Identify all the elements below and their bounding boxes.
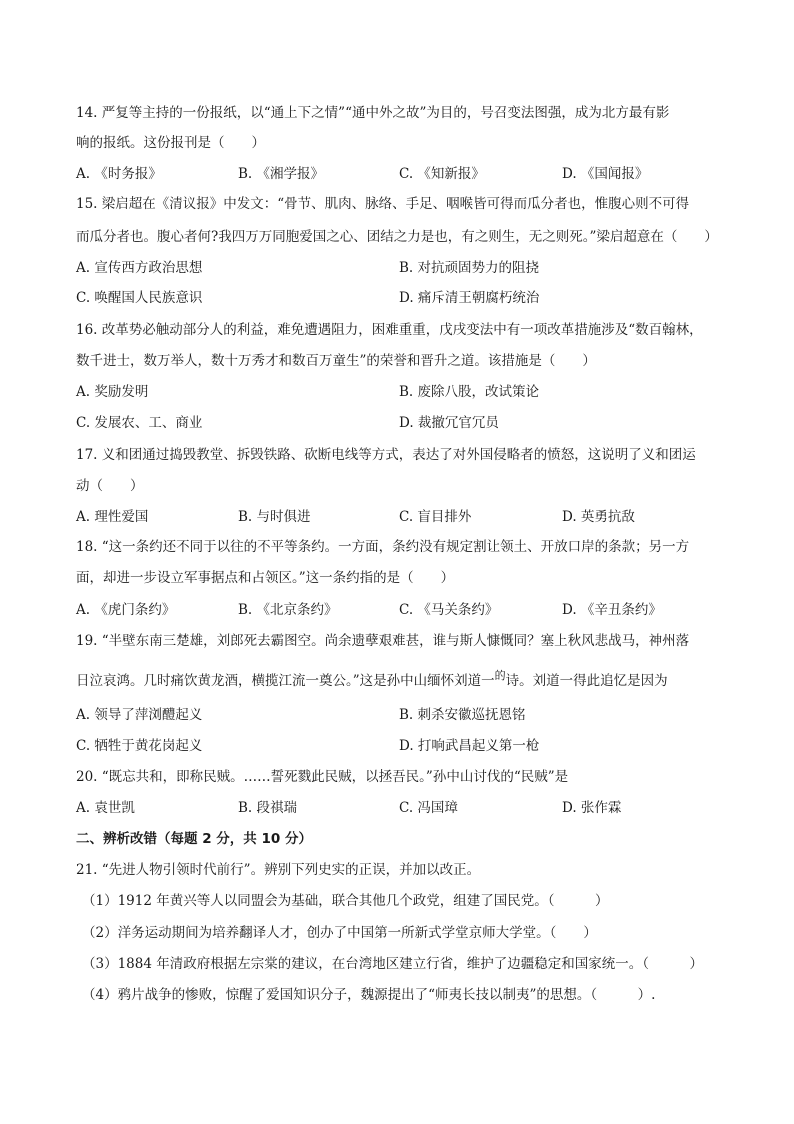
q17-option-d: D. 英勇抗敌 bbox=[562, 509, 635, 525]
q20-stem-line1: 20. “既忘共和，即称民贼。……誓死戮此民贼，以拯吾民。”孙中山讨伐的“民贼”是 bbox=[76, 769, 569, 785]
q19-stem-line2 bbox=[76, 669, 668, 691]
q16-stem-line1: 16. 改革势必触动部分人的利益，难免遭遇阻力，困难重重，戊戌变法中有一项改革措施涉及“数百翰林， bbox=[76, 322, 703, 338]
q14-stem-line1: 14. 严复等主持的一份报纸，以“通上下之情”“通中外之故”为目的，号召变法图强，成为北方最有影 bbox=[76, 105, 670, 121]
q14-option-c: C. 《知新报》 bbox=[399, 166, 485, 182]
q15-option-a: A. 宣传西方政治思想 bbox=[76, 260, 203, 276]
q19-option-b: B. 刺杀安徽巡抚恩铭 bbox=[399, 707, 526, 723]
q21-item-4: （4）鸦片战争的惨败，惊醒了爱国知识分子，魏源提出了“师夷长技以制夷”的思想。（ ）. bbox=[82, 987, 656, 1003]
q17-option-a: A. 理性爱国 bbox=[76, 509, 149, 525]
q21-item-1: （1）1912 年黄兴等人以同盟会为基础，联合其他几个政党，组建了国民党。（ ） bbox=[82, 893, 609, 909]
q14-stem-line2: 响的报纸。这份报刊是（ ） bbox=[76, 135, 265, 151]
q17-stem-line1: 17. 义和团通过捣毁教堂、拆毁铁路、砍断电线等方式，表达了对外国侵略者的愤怒，这说明了义和团运 bbox=[76, 447, 696, 463]
q18-stem-line1: 18. “这一条约还不同于以往的不平等条约。一方面，条约没有规定割让领土、开放口岸的条款；另一方 bbox=[76, 539, 690, 555]
q14-option-a: A. 《时务报》 bbox=[76, 166, 162, 182]
q16-option-d: D. 裁撤冗官冗员 bbox=[399, 415, 499, 431]
q19-option-a: A. 领导了萍浏醴起义 bbox=[76, 707, 203, 723]
q20-option-c: C. 冯国璋 bbox=[399, 800, 458, 816]
q18-option-d: D. 《辛丑条约》 bbox=[562, 602, 662, 618]
q17-stem-line2: 动（ ） bbox=[76, 478, 144, 494]
q19-stem-line2-part1: 日泣哀鸿。几时痛饮黄龙酒，横揽江流一奠公。”这是孙中山缅怀刘道一 bbox=[76, 673, 495, 689]
q14-option-d: D. 《国闻报》 bbox=[562, 166, 649, 182]
q14-option-b: B. 《湘学报》 bbox=[238, 166, 325, 182]
q18-option-a: A. 《虎门条约》 bbox=[76, 602, 176, 618]
q20-option-b: B. 段祺瑞 bbox=[238, 800, 298, 816]
q17-option-b: B. 与时俱进 bbox=[238, 509, 311, 525]
q21-intro: 21. “先进人物引领时代前行”。辨别下列史实的正误，并加以改正。 bbox=[76, 862, 481, 878]
q18-option-c: C. 《马关条约》 bbox=[399, 602, 499, 618]
q16-option-b: B. 废除八股，改试策论 bbox=[399, 384, 540, 400]
q15-stem-line1: 15. 梁启超在《清议报》中发文：“骨节、肌肉、脉络、手足、咽喉皆可得而瓜分者也，惟腹心则不可得 bbox=[76, 196, 690, 212]
q18-stem-line2: 面，却进一步设立军事据点和占领区。”这一条约指的是（ ） bbox=[76, 570, 455, 586]
q17-option-c: C. 盲目排外 bbox=[399, 509, 472, 525]
q19-option-c: C. 牺牲于黄花岗起义 bbox=[76, 738, 203, 754]
q19-stem-line1: 19. “半壁东南三楚雄，刘郎死去霸图空。尚余遗孽艰难甚，谁与斯人慷慨同？塞上秋风悲战马，神州落 bbox=[76, 633, 690, 649]
q15-option-c: C. 唤醒国人民族意识 bbox=[76, 290, 203, 306]
q19-option-d: D. 打响武昌起义第一枪 bbox=[399, 738, 540, 754]
q16-option-c: C. 发展农、工、商业 bbox=[76, 415, 203, 431]
q19-stem-line2-part2: 诗。刘道一得此追忆是因为 bbox=[505, 673, 668, 689]
q18-option-b: B. 《北京条约》 bbox=[238, 602, 338, 618]
q20-option-d: D. 张作霖 bbox=[562, 800, 622, 816]
q21-item-3: （3）1884 年清政府根据左宗棠的建议，在台湾地区建立行省，维护了边疆稳定和国家统一。（ ） bbox=[82, 956, 703, 972]
q15-stem-line2: 而瓜分者也。腹心者何?我四万万同胞爱国之心、团结之力是也，有之则生，无之则死。”梁启超意在（ ） bbox=[76, 229, 718, 245]
q16-stem-line2: 数千进士，数万举人，数十万秀才和数百万童生”的荣誉和晋升之道。该措施是（ ） bbox=[76, 353, 596, 369]
q19-stem-superscript-char: 的 bbox=[494, 669, 506, 682]
q15-option-d: D. 痛斥清王朝腐朽统治 bbox=[399, 290, 540, 306]
q16-option-a: A. 奖励发明 bbox=[76, 384, 149, 400]
q20-option-a: A. 袁世凯 bbox=[76, 800, 135, 816]
section-heading: 二、辨析改错（每题 2 分，共 10 分） bbox=[76, 831, 312, 847]
q15-option-b: B. 对抗顽固势力的阻挠 bbox=[399, 260, 540, 276]
q21-item-2: （2）洋务运动期间为培养翻译人才，创办了中国第一所新式学堂京师大学堂。（ ） bbox=[82, 925, 597, 941]
